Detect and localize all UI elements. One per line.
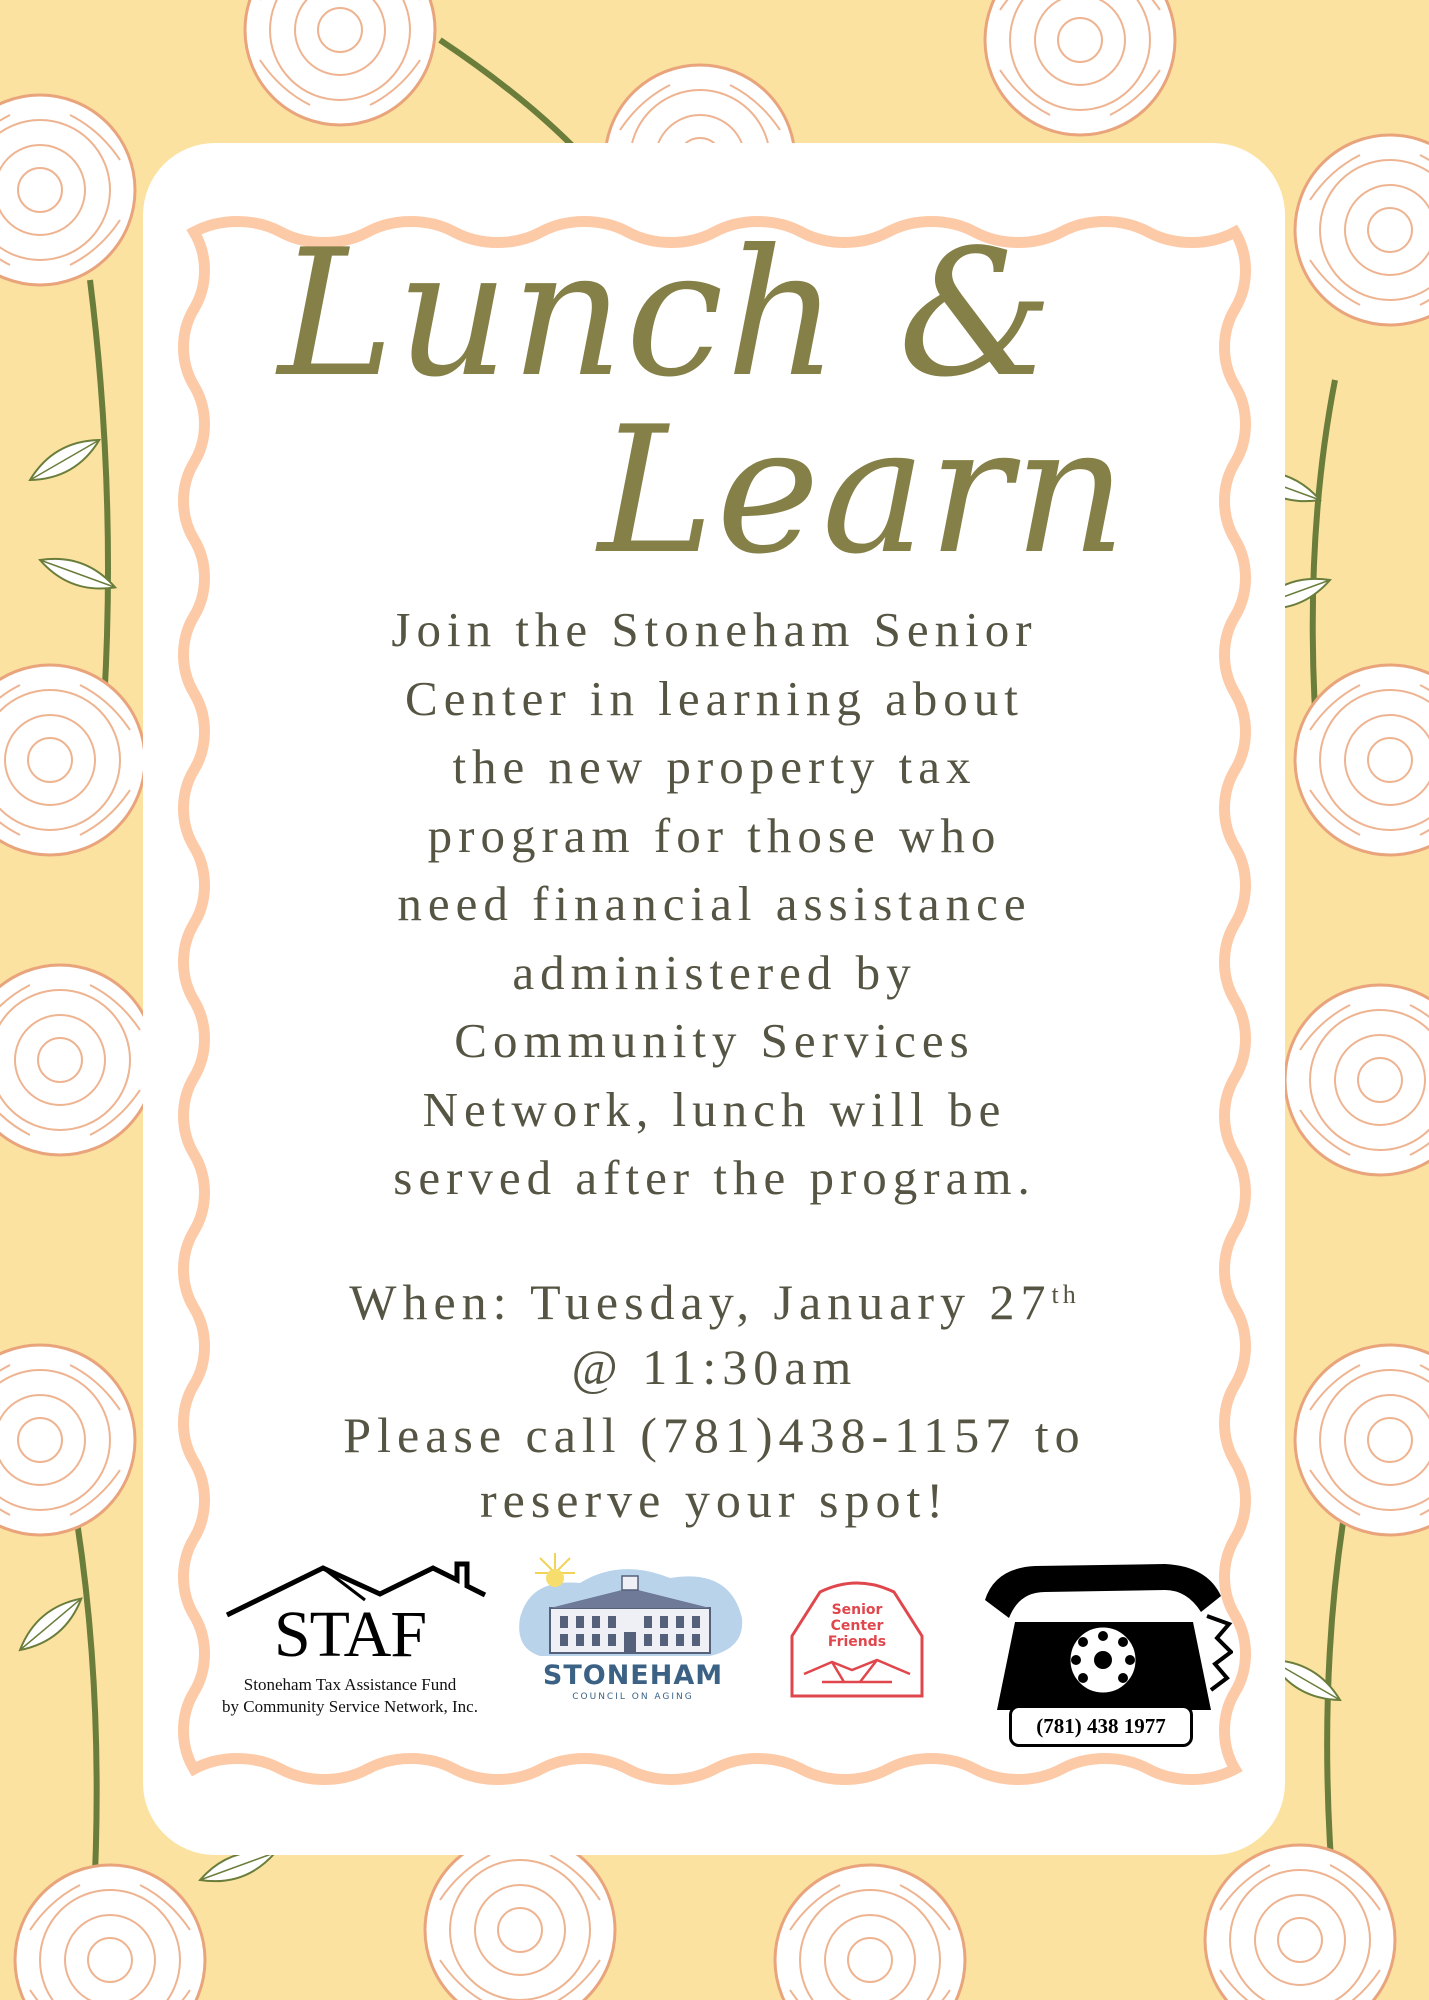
- council-subtitle: COUNCIL ON AGING: [572, 1692, 694, 1702]
- description-line: Network, lunch will be: [422, 1081, 1007, 1137]
- friends-line-2: Center: [830, 1618, 884, 1634]
- event-when: [200, 1270, 1229, 1400]
- date-suffix: th: [1051, 1280, 1080, 1309]
- friends-line-3: Friends: [827, 1634, 887, 1650]
- barn-handshake-icon: [782, 1578, 932, 1700]
- phone-logo: [975, 1560, 1233, 1756]
- description-line: administered by: [512, 944, 917, 1000]
- friends-line-1: Senior: [831, 1602, 883, 1618]
- event-time: @ 11:30am: [571, 1339, 858, 1395]
- description-line: need financial assistance: [397, 876, 1032, 931]
- phone-number-label: (781) 438 1977: [1009, 1705, 1193, 1747]
- staf-name: Stoneham Tax Assistance Fund: [243, 1675, 457, 1694]
- staf-org: by Community Service Network, Inc.: [222, 1697, 478, 1716]
- staf-logo: [205, 1560, 495, 1730]
- description-line: Join the Stoneham Senior: [391, 602, 1038, 657]
- council-on-aging-logo: [510, 1548, 750, 1708]
- description-line: Center in learning about: [405, 670, 1024, 726]
- rsvp-text: [200, 1403, 1229, 1533]
- description-line: served after the program.: [393, 1150, 1036, 1205]
- title-line-2: Learn: [598, 390, 1129, 593]
- event-date: When: Tuesday, January 27: [349, 1274, 1052, 1330]
- description-line: program for those who: [427, 807, 1002, 863]
- rsvp-line-2: reserve your spot!: [480, 1472, 949, 1528]
- council-name: STONEHAM: [542, 1660, 724, 1691]
- building-icon: [510, 1548, 750, 1663]
- staf-wordmark: STAF: [273, 1598, 427, 1671]
- senior-center-friends-logo: [782, 1578, 932, 1700]
- title-line-1: Lunch &: [278, 213, 1056, 416]
- description-line: the new property tax: [452, 739, 977, 794]
- description-text: [240, 596, 1189, 1213]
- description-line: Community Services: [454, 1013, 975, 1068]
- rsvp-line-1: Please call (781)438-1157 to: [343, 1407, 1086, 1463]
